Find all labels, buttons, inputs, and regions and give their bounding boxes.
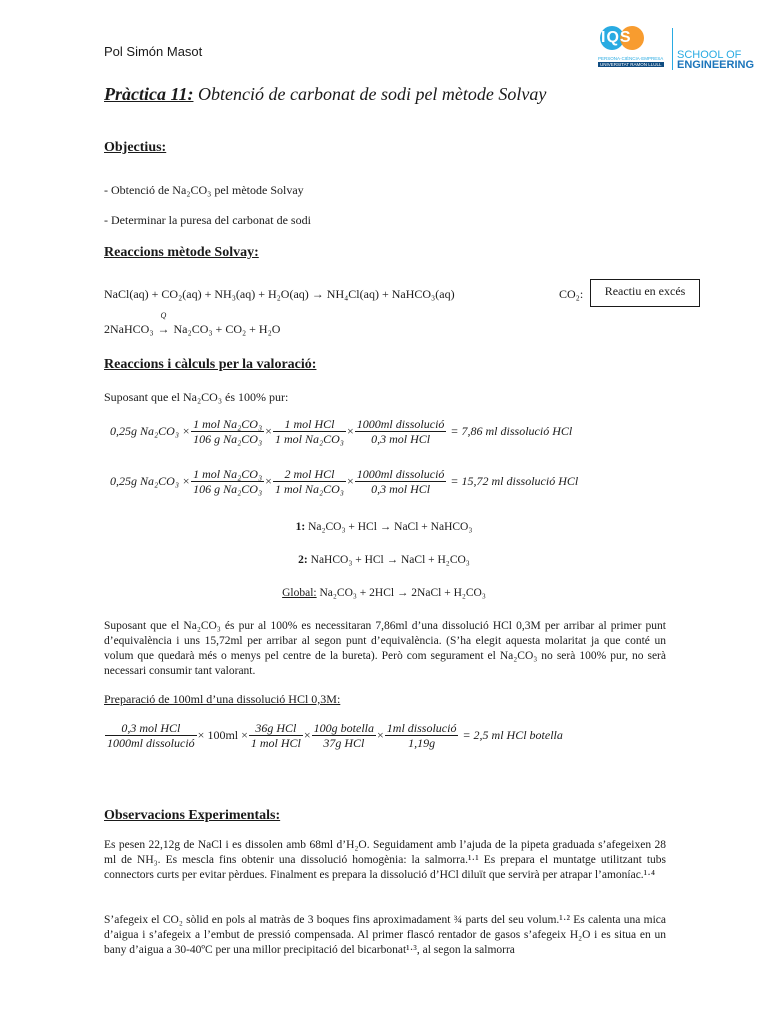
fraction: $\frac{\text{1 mol Na₂CO₃}}{\text{106 g Na₂CO₃}}$ [193, 417, 263, 446]
objective-item: - Determinar la puresa del carbonat de sodi [104, 213, 311, 227]
titration-step-2: 2: NaHCO₃ + HCl → NaCl + H₂CO₃ [298, 554, 470, 566]
school-name: SCHOOL OF ENGINEERING [677, 49, 755, 71]
fraction: $\frac{\text{1000ml dissolució}}{\text{0,3 mol HCl}}$ [356, 417, 445, 446]
heat-arrow: Q → [157, 311, 170, 336]
equation-result: = 2,5 ml HCl botella [462, 728, 563, 742]
preparation-heading: Preparació de 100ml d’una dissolució HCl 0,3M: [104, 692, 341, 706]
fraction: $\frac{\text{1 mol Na₂CO₃}}{\text{106 g Na₂CO₃}}$ [193, 467, 263, 496]
logo-university: UNIVERSITAT RAMON LLULL [600, 62, 662, 67]
fraction: $\frac{\text{36g HCl}}{\text{1 mol HCl}}$ [250, 721, 301, 750]
assumption-text: Suposant que el Na₂CO₃ és 100% pur: [104, 390, 289, 404]
logo-text: IQS [601, 29, 632, 46]
fraction: $\frac{\text{100g botella}}{\text{37g HCl}}$ [313, 721, 374, 750]
reagent-excess-box: Reactiu en excés [590, 279, 700, 307]
titration-global: Global: Na₂CO₃ + 2HCl → 2NaCl + H₂CO₃ [282, 587, 486, 599]
title-rest: Obtenció de carbonat de sodi pel mètode Solvay [193, 84, 547, 104]
titration-paragraph: Suposant que el Na₂CO₃ és pur al 100% es necessitaran 7,86ml d’una dissolució HCl 0,3M per arribar al primer punt d’equivalència i uns 15,72ml per arribar al segon punt d’equivalència. (S’ha elegit aquesta molaritat ja que conté un volum que quedarà més o menys pel centre de la bureta). Però com segurament el Na₂CO₃ no serà 100% pur, no serà necessari consumir tant valorant. [104, 620, 666, 677]
logo-tagline: PERSONA·CIÈNCIA·EMPRESA [598, 56, 664, 61]
page-title [104, 84, 546, 105]
section-reaccions-heading: Reaccions mètode Solvay: [104, 245, 259, 260]
observation-paragraph-2: S’afegeix el CO₂ sòlid en pols al matràs de 3 boques fins aproximadament ¾ parts del seu volum.¹·² Es calenta una mica d’aigua i s’afegeix a l’embut de pressió compensada. Al primer flascó rentador de gasos s’afegeix H₂O i es situa en un bany d’aigua a 30-40ºC per una millor precipitació del bicarbonat¹·³, al segon la salmorra [104, 914, 666, 956]
fraction: $\frac{\text{0,3 mol HCl}}{\text{1000ml dissolució}}$ [107, 721, 195, 750]
co2-label: CO₂: [559, 287, 584, 301]
title-lead: Pràctica 11: [104, 84, 194, 104]
fraction: $\frac{\text{1ml dissolució}}{1,19g}$ [386, 721, 457, 750]
equation-result: = 15,72 ml dissolució HCl [450, 474, 579, 488]
section-valoracio-heading: Reaccions i càlculs per la valoració: [104, 357, 317, 372]
objective-item: - Obtenció de Na₂CO₃ pel mètode Solvay [104, 183, 304, 197]
observation-paragraph-1: Es pesen 22,12g de NaCl i es dissolen amb 68ml d’H₂O. Seguidament amb l’ajuda de la pipeta graduada s’afegeixen 28 ml de NH₃. Es mescla fins obtenir una dissolució homogènia: la salmorra.¹·¹ Es prepara el muntatge utilitzant tubs connectors curts per evitar pèrdues. Finalment es prepara la dissolució d’HCl diluït que servirà per atrapar l’amoníac.¹·⁴ [104, 839, 666, 881]
logo-divider [672, 28, 673, 70]
solvay-reaction-1: NaCl(aq) + CO₂(aq) + NH₃(aq) + H₂O(aq) → NH₄Cl(aq) + NaHCO₃(aq) [104, 287, 455, 301]
equation-first-equivalence: 0,25g Na₂CO₃ × $\frac{\text{1 mol Na₂CO₃}}{\text{106 g Na₂CO₃}}$ × $\frac{\text{1 mol HCl}}{\text{1 mol Na₂CO₃}}$ × $\frac{\text{1000ml dissolució}}{\text{0,3 mol HCl}}$ = 7,86 ml dissolució HCl [110, 417, 573, 446]
equation-second-equivalence: 0,25g Na₂CO₃ × $\frac{\text{1 mol Na₂CO₃}}{\text{106 g Na₂CO₃}}$ × $\frac{\text{2 mol HCl}}{\text{1 mol Na₂CO₃}}$ × $\frac{\text{1000ml dissolució}}{\text{0,3 mol HCl}}$ = 15,72 ml dissolució HCl [110, 467, 579, 496]
fraction: $\frac{\text{2 mol HCl}}{\text{1 mol Na₂CO₃}}$ [274, 467, 344, 496]
titration-step-1: 1: Na₂CO₃ + HCl → NaCl + NaHCO₃ [295, 521, 473, 533]
author-name: Pol Simón Masot [104, 44, 203, 59]
solvay-reaction-2: 2NaHCO₃ Q → Na₂CO₃ + CO₂ + H₂O [104, 311, 281, 336]
section-observacions-heading: Observacions Experimentals: [104, 808, 281, 823]
section-objectius-heading: Objectius: [104, 140, 167, 155]
equation-dilution: $\frac{\text{0,3 mol HCl}}{\text{1000ml dissolució}}$ × 100ml × $\frac{\text{36g HCl}}{\text{1 mol HCl}}$ × $\frac{\text{100g botella}}{\text{37g HCl}}$ × $\frac{\text{1ml dissolució}}{1,19g}$ = 2,5 ml HCl botella [107, 721, 563, 750]
fraction: $\frac{\text{1000ml dissolució}}{\text{0,3 mol HCl}}$ [356, 467, 445, 496]
fraction: $\frac{\text{1 mol HCl}}{\text{1 mol Na₂CO₃}}$ [274, 417, 344, 446]
equation-result: = 7,86 ml dissolució HCl [450, 424, 573, 438]
iqs-logo [598, 24, 755, 76]
